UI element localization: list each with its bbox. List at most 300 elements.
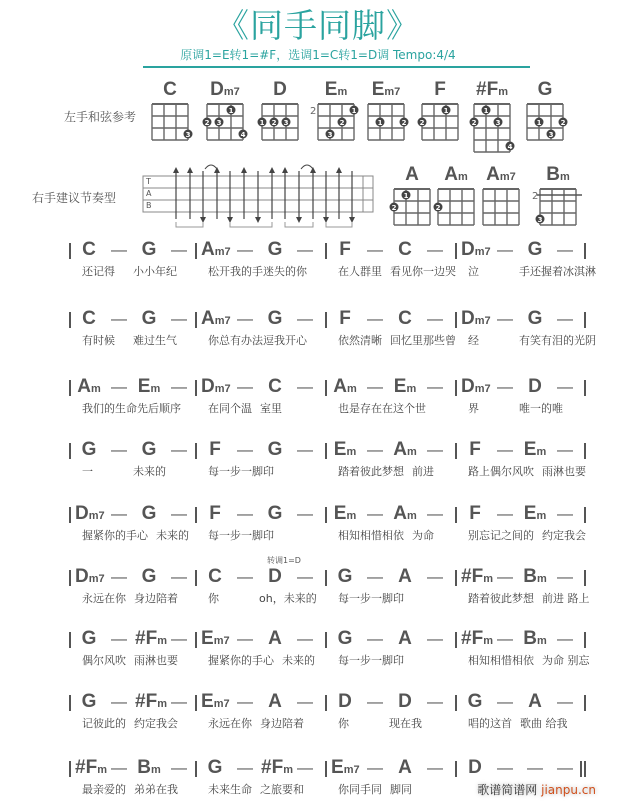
beat-slot xyxy=(391,440,419,460)
beat-dash: — xyxy=(367,311,383,328)
measure-bar xyxy=(584,632,586,648)
chord-name: G xyxy=(81,628,97,649)
beat-dash: — xyxy=(297,242,313,259)
finger-number: 2 xyxy=(471,119,477,127)
beat-slot xyxy=(105,440,133,460)
fretboard xyxy=(466,102,518,158)
beat-slot xyxy=(521,504,549,524)
beat-dash: — xyxy=(557,311,573,328)
beat-slot xyxy=(201,377,229,397)
beat-dash: — xyxy=(497,760,513,777)
lyric-group xyxy=(208,334,307,348)
lyric-text: 有时候 xyxy=(82,334,115,347)
beat-slot xyxy=(361,377,389,397)
beat-slot xyxy=(291,309,319,329)
beat-slot xyxy=(491,440,519,460)
beat-slot xyxy=(461,628,493,649)
beat-slot xyxy=(551,240,579,260)
chord-name: C xyxy=(163,79,177,100)
chord-name: Em7 xyxy=(201,628,230,649)
beat-slot xyxy=(261,757,293,778)
lyric-text: 约定我会 xyxy=(134,717,178,730)
beat-dash: — xyxy=(171,442,187,459)
measure-bar xyxy=(584,243,586,259)
beat-slot xyxy=(105,240,133,260)
measure-bar xyxy=(69,380,71,396)
chord-diagram xyxy=(310,79,362,150)
beat-dash: — xyxy=(111,242,127,259)
lyric-group xyxy=(82,402,181,416)
beat-slot xyxy=(521,377,549,397)
measure-bar xyxy=(325,380,327,396)
chord-name: F xyxy=(434,79,446,100)
beam-bracket xyxy=(326,222,352,227)
beat-slot xyxy=(391,504,419,524)
beat-slot xyxy=(201,440,229,460)
finger-number: 2 xyxy=(401,119,407,127)
chord-name: F xyxy=(469,439,481,460)
chord-name: A xyxy=(405,164,419,185)
chord-name: G xyxy=(267,439,283,460)
beat-slot xyxy=(135,567,163,587)
lyric-group xyxy=(82,592,178,606)
measure-bar xyxy=(455,507,457,523)
finger-number: 2 xyxy=(435,204,441,212)
lyric-text: 未来的 xyxy=(133,465,166,478)
beat-slot xyxy=(521,567,549,587)
lyric-text: 偶尔风吹 xyxy=(82,654,126,667)
beat-dash: — xyxy=(497,242,513,259)
lyric-group xyxy=(468,334,596,348)
lyric-text: oh，未来的 xyxy=(259,592,317,605)
chord-name: #Fm xyxy=(135,628,167,649)
lyric-text: 泣 xyxy=(468,265,479,278)
beat-dash: — xyxy=(557,379,573,396)
beat-slot xyxy=(331,240,359,260)
lyric-text: 记彼此的 xyxy=(82,717,126,730)
beat-dash: — xyxy=(171,694,187,711)
lyric-text: 界 xyxy=(468,402,479,415)
up-arrow-icon xyxy=(214,167,220,173)
chord-name: F xyxy=(339,239,351,260)
key-tempo-info: 原调1=E转1=#F，选调1=C转1=D调 Tempo:4/4 xyxy=(180,48,456,62)
beat-slot xyxy=(135,504,163,524)
chord-diagram-name xyxy=(148,80,192,102)
beat-slot xyxy=(521,692,549,712)
lyric-group xyxy=(208,592,317,606)
beat-dash: — xyxy=(237,631,253,648)
beat-dash: — xyxy=(171,569,187,586)
beat-slot xyxy=(291,240,319,260)
beat-dash: — xyxy=(171,311,187,328)
up-arrow-icon xyxy=(173,167,179,173)
lyric-group xyxy=(338,465,434,479)
beat-slot xyxy=(201,240,229,260)
lyric-text: 未来的 xyxy=(282,654,315,667)
beat-dash: — xyxy=(111,506,127,523)
lyric-text: 也是存在在这个世 xyxy=(338,402,426,415)
chord-diagram-name xyxy=(364,80,408,102)
modulation-note: 转调1=D xyxy=(267,556,301,565)
measure-bar xyxy=(195,695,197,711)
lyric-text: 身边陪着 xyxy=(134,592,178,605)
chord-name: F xyxy=(339,308,351,329)
lyric-text: 歌曲 给我 xyxy=(520,717,568,730)
measure-bar xyxy=(69,695,71,711)
chord-name: C xyxy=(398,239,412,260)
beat-dash: — xyxy=(427,760,443,777)
beat-dash: — xyxy=(367,242,383,259)
beat-dash: — xyxy=(111,631,127,648)
chord-name: G xyxy=(267,503,283,524)
lyric-group xyxy=(82,529,189,543)
chord-name: Bm xyxy=(137,757,161,778)
beat-dash: — xyxy=(111,694,127,711)
beat-slot xyxy=(75,440,103,460)
beat-slot xyxy=(261,692,289,712)
up-arrow-icon xyxy=(241,167,247,173)
lyric-text: 难过生气 xyxy=(133,334,177,347)
beat-slot xyxy=(551,567,579,587)
lyric-text: 踏着彼此梦想 xyxy=(468,592,534,605)
beat-slot xyxy=(231,567,259,587)
finger-number: 1 xyxy=(403,192,409,200)
start-fret-label: 2 xyxy=(310,106,317,117)
chord-diagram-name xyxy=(434,165,478,187)
measure-bar xyxy=(69,507,71,523)
measure-bar xyxy=(195,632,197,648)
chord-diagram xyxy=(204,79,251,150)
beat-slot xyxy=(261,240,289,260)
lyric-group xyxy=(338,529,434,543)
finger-number: 2 xyxy=(391,204,397,212)
beat-slot xyxy=(331,377,359,397)
beat-slot xyxy=(231,629,259,649)
beat-dash: — xyxy=(367,569,383,586)
beat-slot xyxy=(165,629,193,649)
chord-name: Em xyxy=(324,79,348,100)
beat-slot xyxy=(421,309,449,329)
beat-slot xyxy=(361,758,389,778)
finger-number: 3 xyxy=(548,131,554,139)
chord-name: G xyxy=(337,628,353,649)
beat-dash: — xyxy=(427,311,443,328)
beat-slot xyxy=(75,757,107,778)
lyric-text: 相知相惜相依 xyxy=(468,654,534,667)
fretboard xyxy=(254,102,306,146)
lyric-text: 脚同 xyxy=(390,783,412,796)
lyric-text: 雨淋也要 xyxy=(542,465,586,478)
beat-slot xyxy=(461,692,489,712)
chord-name: G xyxy=(141,239,157,260)
beat-dash: — xyxy=(557,506,573,523)
measure-bar xyxy=(325,443,327,459)
lyric-group xyxy=(338,334,456,348)
down-arrow-icon xyxy=(296,217,302,223)
beat-dash: — xyxy=(557,569,573,586)
beat-slot xyxy=(165,377,193,397)
lyric-text: 有笑有泪的光阴 xyxy=(519,334,596,347)
tab-letter: A xyxy=(146,189,152,198)
chord-name: G xyxy=(267,308,283,329)
up-arrow-icon xyxy=(282,167,288,173)
chord-name: D xyxy=(398,691,412,712)
beat-dash: — xyxy=(367,631,383,648)
beat-slot xyxy=(521,629,549,649)
lyric-text: 雨淋也要 xyxy=(134,654,178,667)
beat-slot xyxy=(491,504,519,524)
chord-name: Em xyxy=(393,376,417,397)
finger-number: 1 xyxy=(259,119,265,127)
chord-name: Em7 xyxy=(371,79,401,100)
beat-slot xyxy=(491,758,519,778)
chord-name: G xyxy=(141,566,157,587)
chord-diagram xyxy=(471,79,518,162)
chord-name: Am xyxy=(393,503,417,524)
chord-name: C xyxy=(268,376,282,397)
beat-slot xyxy=(231,240,259,260)
chord-name: #Fm xyxy=(476,79,508,100)
fretboard xyxy=(310,102,362,146)
chord-name: F xyxy=(469,503,481,524)
finger-number: 1 xyxy=(228,107,234,115)
beat-dash: — xyxy=(297,442,313,459)
measure-bar xyxy=(195,243,197,259)
beat-dash: — xyxy=(237,760,253,777)
beat-slot xyxy=(231,309,259,329)
lyric-text: 最亲爱的 xyxy=(82,783,126,796)
beat-slot xyxy=(165,440,193,460)
chord-name: G xyxy=(337,566,353,587)
chord-diagram-name xyxy=(479,165,523,187)
measure-bar xyxy=(325,695,327,711)
beat-slot xyxy=(291,567,319,587)
measure-bar xyxy=(455,570,457,586)
lyric-text: 身边陪着 xyxy=(260,717,304,730)
chord-name: Bm xyxy=(523,566,547,587)
up-arrow-icon xyxy=(336,167,342,173)
beat-slot xyxy=(331,692,359,712)
chord-name: #Fm xyxy=(461,566,493,587)
measure-bar xyxy=(69,761,71,777)
chord-name: A xyxy=(398,566,412,587)
chord-name: Dm7 xyxy=(461,376,491,397)
chord-name: G xyxy=(537,79,553,100)
chord-name: Em xyxy=(523,439,547,460)
beat-slot xyxy=(105,377,133,397)
beat-slot xyxy=(391,567,419,587)
chord-name: Bm xyxy=(523,628,547,649)
chord-name: F xyxy=(209,439,221,460)
chord-diagram xyxy=(259,79,306,150)
beat-slot xyxy=(231,692,259,712)
lyric-text: 在同个温 xyxy=(208,402,252,415)
beat-dash: — xyxy=(111,311,127,328)
lyric-text: 前进 xyxy=(412,465,434,478)
beat-slot xyxy=(421,440,449,460)
beat-slot xyxy=(261,309,289,329)
chord-diagram xyxy=(368,80,412,150)
left-hand-label: 左手和弦参考 xyxy=(64,110,137,124)
measure-bar xyxy=(584,695,586,711)
measure-bar xyxy=(325,632,327,648)
lyric-group xyxy=(208,265,307,279)
lyric-group xyxy=(208,465,274,479)
beat-dash: — xyxy=(237,442,253,459)
measure-bar xyxy=(195,507,197,523)
beat-slot xyxy=(135,758,163,778)
beat-dash: — xyxy=(367,760,383,777)
beat-slot xyxy=(521,240,549,260)
beat-slot xyxy=(421,758,449,778)
beat-slot xyxy=(75,309,103,329)
chord-name: #Fm xyxy=(75,757,107,778)
beat-slot xyxy=(361,240,389,260)
lyric-group xyxy=(468,592,590,606)
beat-slot xyxy=(261,567,289,587)
beat-dash: — xyxy=(237,242,253,259)
chord-diagram-name xyxy=(258,80,302,102)
lyric-group xyxy=(338,654,404,668)
beat-dash: — xyxy=(427,442,443,459)
lyric-group xyxy=(82,465,166,479)
beat-dash: — xyxy=(367,442,383,459)
beat-dash: — xyxy=(367,379,383,396)
finger-number: 1 xyxy=(483,107,489,115)
chord-name: C xyxy=(208,566,222,587)
beat-slot xyxy=(551,758,579,778)
chord-name: C xyxy=(398,308,412,329)
measure-bar xyxy=(584,380,586,396)
beat-slot xyxy=(75,377,103,397)
chord-name: D xyxy=(528,376,542,397)
chord-name: A xyxy=(268,628,282,649)
lyric-group xyxy=(468,529,586,543)
measure-bar xyxy=(69,570,71,586)
beat-slot xyxy=(135,440,163,460)
beat-slot xyxy=(521,758,549,778)
beat-slot xyxy=(135,691,167,712)
chord-diagram xyxy=(527,80,571,150)
measure-bar xyxy=(69,312,71,328)
lyric-group xyxy=(338,592,404,606)
beat-slot xyxy=(165,504,193,524)
beat-dash: — xyxy=(171,506,187,523)
beat-dash: — xyxy=(237,311,253,328)
beat-dash: — xyxy=(111,379,127,396)
chord-name: G xyxy=(527,239,543,260)
beat-slot xyxy=(551,504,579,524)
watermark-domain: jianpu.cn xyxy=(541,783,596,797)
lyric-text: 在人群里 xyxy=(338,265,382,278)
chord-diagram-name xyxy=(470,80,514,102)
chord-name: Em xyxy=(137,376,161,397)
measure-bar xyxy=(584,312,586,328)
finger-number: 3 xyxy=(537,216,543,224)
beat-dash: — xyxy=(297,631,313,648)
beat-slot xyxy=(105,629,133,649)
fretboard xyxy=(414,102,466,146)
chord-name: D xyxy=(338,691,352,712)
lyric-group xyxy=(82,717,178,731)
beat-dash: — xyxy=(427,242,443,259)
fretboard xyxy=(532,187,584,231)
beat-slot xyxy=(421,567,449,587)
beat-slot xyxy=(461,440,489,460)
beat-slot xyxy=(521,440,549,460)
beat-slot xyxy=(105,567,133,587)
chord-name: Dm7 xyxy=(75,566,105,587)
measure-bar xyxy=(455,312,457,328)
lyric-text: 回忆里那些曾 xyxy=(390,334,456,347)
chord-name: Em xyxy=(333,503,357,524)
finger-number: 3 xyxy=(216,119,222,127)
beat-slot xyxy=(491,567,519,587)
beat-dash: — xyxy=(111,569,127,586)
beat-slot xyxy=(231,440,259,460)
lyric-group xyxy=(208,654,315,668)
beat-slot xyxy=(135,309,163,329)
finger-number: 2 xyxy=(204,119,210,127)
beat-dash: — xyxy=(297,506,313,523)
beat-slot xyxy=(331,309,359,329)
beat-slot xyxy=(105,692,133,712)
start-fret-label: 2 xyxy=(532,191,539,202)
chord-diagram-name xyxy=(314,80,358,102)
chord-name: Dm7 xyxy=(75,503,105,524)
beat-slot xyxy=(491,309,519,329)
lyric-text: 别忘记之间的 xyxy=(468,529,534,542)
beat-slot xyxy=(331,758,359,778)
beat-dash: — xyxy=(527,760,543,777)
chord-diagram-name xyxy=(390,165,434,187)
beat-slot xyxy=(391,309,419,329)
right-hand-label: 右手建议节奏型 xyxy=(32,191,117,205)
beat-dash: — xyxy=(427,506,443,523)
beat-dash: — xyxy=(171,379,187,396)
beat-dash: — xyxy=(427,379,443,396)
lyric-text: 唯一的唯 xyxy=(519,402,563,415)
beat-dash: — xyxy=(171,242,187,259)
down-arrow-icon xyxy=(255,217,261,223)
chord-diagram xyxy=(483,165,527,235)
chord-name: A xyxy=(528,691,542,712)
up-arrow-icon xyxy=(310,167,316,173)
chord-name: #Fm xyxy=(461,628,493,649)
beat-slot xyxy=(75,567,103,587)
beat-slot xyxy=(461,758,489,778)
lyric-text: 踏着彼此梦想 xyxy=(338,465,404,478)
measure-bar xyxy=(580,761,582,777)
lyric-text: 每一步一脚印 xyxy=(338,654,404,667)
chord-name: A xyxy=(268,691,282,712)
beat-slot xyxy=(361,692,389,712)
beat-slot xyxy=(491,629,519,649)
tie-arc xyxy=(205,165,217,169)
lyric-group xyxy=(82,334,177,348)
beat-slot xyxy=(421,240,449,260)
lyric-text: 唱的这首 xyxy=(468,717,512,730)
beat-dash: — xyxy=(427,631,443,648)
beat-slot xyxy=(331,567,359,587)
beat-slot xyxy=(135,628,167,649)
beat-dash: — xyxy=(497,694,513,711)
measure-bar xyxy=(325,243,327,259)
lyric-group xyxy=(82,783,178,797)
beat-slot xyxy=(231,377,259,397)
chord-name: F xyxy=(209,503,221,524)
beat-dash: — xyxy=(367,506,383,523)
